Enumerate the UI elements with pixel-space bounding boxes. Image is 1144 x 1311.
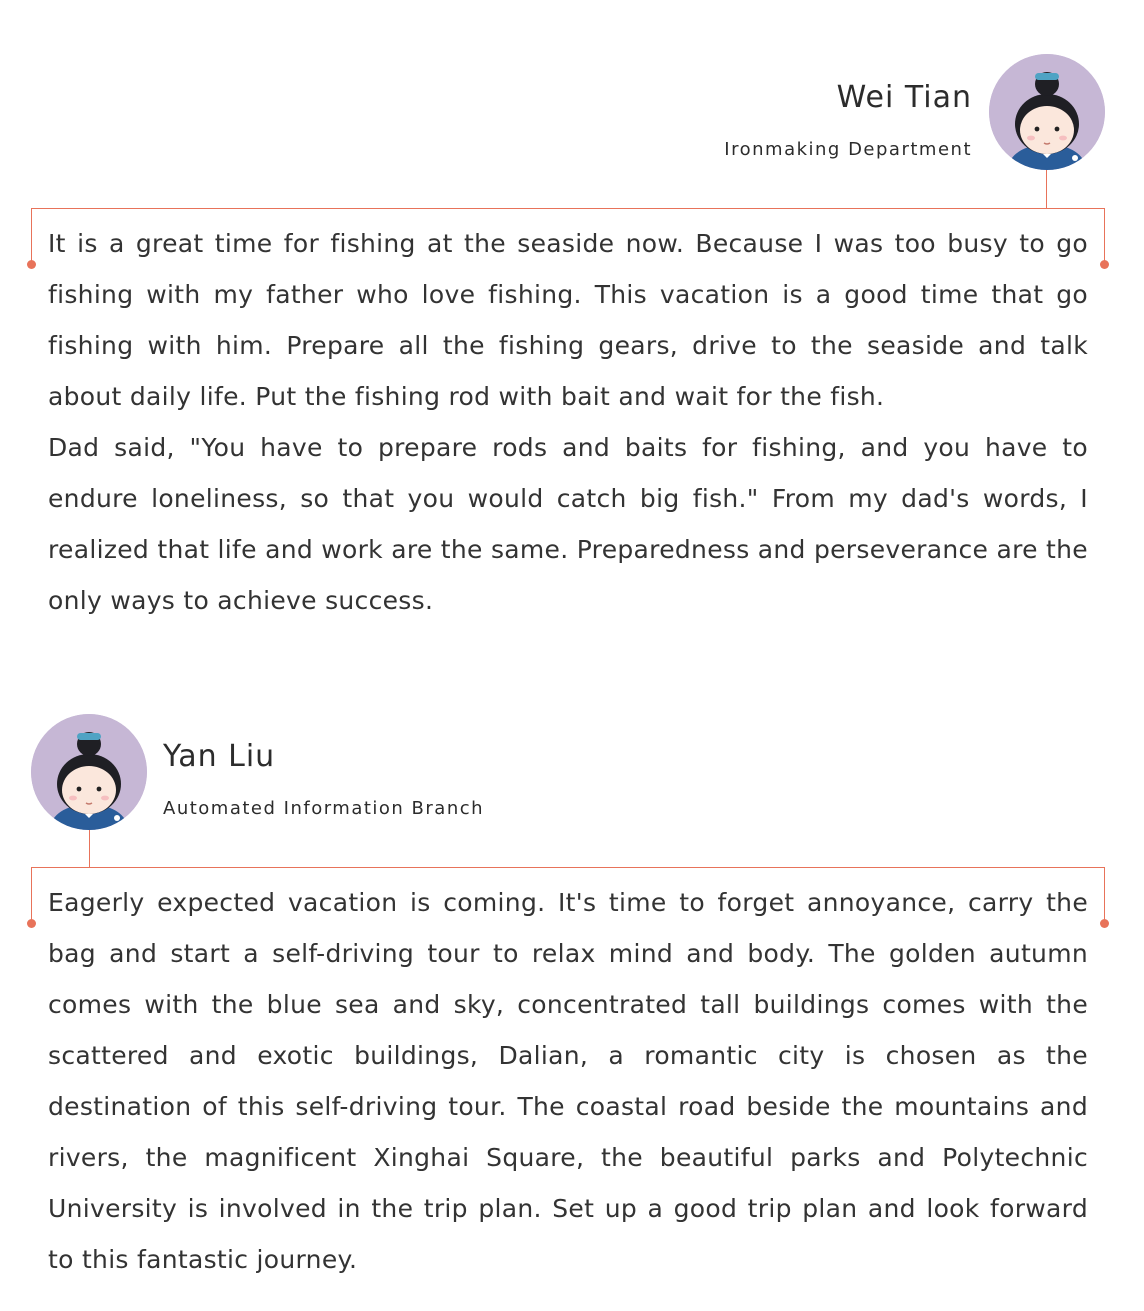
post-body <box>48 877 1088 1285</box>
cartoon-girl-avatar-icon <box>31 714 147 830</box>
author-department: Ironmaking Department <box>724 139 972 160</box>
post-body <box>48 218 1088 626</box>
author-name: Wei Tian <box>836 80 972 115</box>
cartoon-girl-avatar-icon <box>989 54 1105 170</box>
frame-dot-left <box>27 919 36 928</box>
frame-dot-right <box>1100 919 1109 928</box>
avatar <box>31 714 147 830</box>
post-paragraph: It is a great time for fishing at the seaside now. Because I was too busy to go fishing with my father who love fishing. This vacation is a good time that go fishing with him. Prepare all the fishing gears, drive to the seaside and talk about daily life. Put the fishing rod with bait and wait for the fish. <box>48 229 1088 411</box>
post-paragraph: Dad said, "You have to prepare rods and baits for fishing, and you have to endure loneliness, so that you would catch big fish." From my dad's words, I realized that life and work are the same. Preparedness and perseverance are the only ways to achieve success. <box>48 433 1088 615</box>
connector-line <box>89 830 90 868</box>
connector-line <box>1046 170 1047 209</box>
author-name: Yan Liu <box>163 739 276 774</box>
author-department: Automated Information Branch <box>163 798 485 819</box>
avatar <box>989 54 1105 170</box>
frame-dot-left <box>27 260 36 269</box>
frame-dot-right <box>1100 260 1109 269</box>
post-paragraph: Eagerly expected vacation is coming. It's time to forget annoyance, carry the bag and start a self-driving tour to relax mind and body. The golden autumn comes with the blue sea and sky, concentrated tall buildings comes with the scattered and exotic buildings, Dalian, a romantic city is chosen as the destination of this self-driving tour. The coastal road beside the mountains and rivers, the magnificent Xinghai Square, the beautiful parks and Polytechnic University is involved in the trip plan. Set up a good trip plan and look forward to this fantastic journey. <box>48 888 1088 1274</box>
